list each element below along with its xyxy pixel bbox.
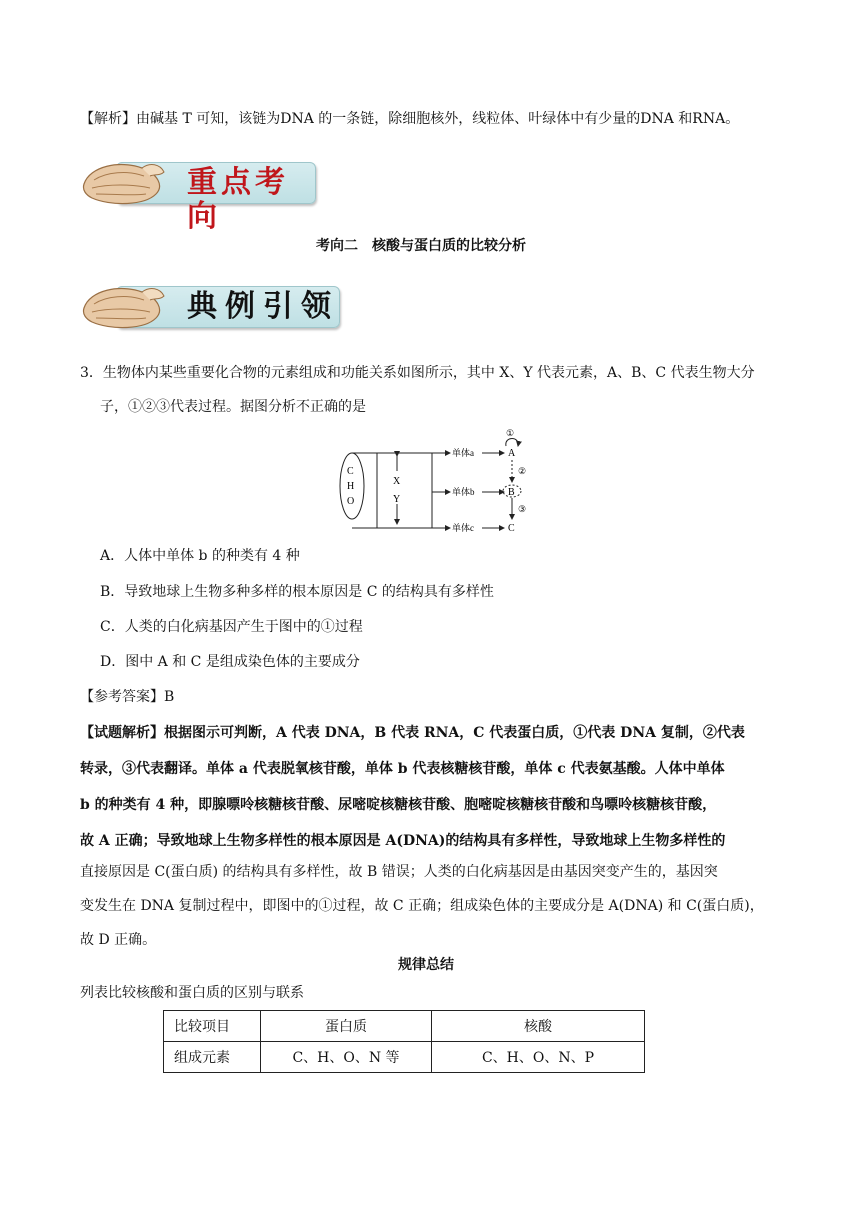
explanation-line-4: 故 A 正确；导致地球上生物多样性的根本原因是 A(DNA)的结构具有多样性，导致地球上生物多样性的 <box>80 833 726 849</box>
table-header: 蛋白质 <box>261 1011 432 1042</box>
conch-shell-icon <box>80 278 170 334</box>
table-cell: C、H、O、N 等 <box>261 1042 432 1073</box>
comparison-table <box>163 1010 645 1073</box>
summary-title: 规律总结 <box>398 957 454 973</box>
step-1: ① <box>506 428 515 438</box>
analysis-text: 【解析】由碱基 T 可知，该链为DNA 的一条链，除细胞核外，线粒体、叶绿体中有少量的DNA 和RNA。 <box>80 111 740 127</box>
explanation-line-2: 转录，③代表翻译。单体 a 代表脱氧核苷酸，单体 b 代表核糖核苷酸，单体 c 代表氨基酸。人体中单体 <box>80 761 725 777</box>
macro-b: B <box>508 487 515 498</box>
banner-title: 典例引领 <box>187 289 339 324</box>
monomer-a: 单体a <box>452 448 474 458</box>
table-cell: 组成元素 <box>164 1042 261 1073</box>
conch-shell-icon <box>80 154 170 210</box>
option-a: A．人体中单体 b 的种类有 4 种 <box>100 548 300 564</box>
question-line-1: 3．生物体内某些重要化合物的元素组成和功能关系如图所示，其中 X、Y 代表元素，A、B、C 代表生物大分 <box>80 365 755 381</box>
macro-c: C <box>508 523 515 534</box>
step-2: ② <box>518 466 527 476</box>
key-direction-banner <box>80 154 320 234</box>
section-title: 考向二 核酸与蛋白质的比较分析 <box>316 238 526 254</box>
summary-intro: 列表比较核酸和蛋白质的区别与联系 <box>80 985 304 1001</box>
macro-a: A <box>508 448 516 459</box>
compound-diagram <box>332 426 542 536</box>
explanation-line-5: 直接原因是 C(蛋白质) 的结构具有多样性，故 B 错误；人类的白化病基因是由基因突变产生的，基因突 <box>80 864 718 880</box>
explanation-line-1: 【试题解析】根据图示可判断，A 代表 DNA，B 代表 RNA，C 代表蛋白质，①代表 DNA 复制，②代表 <box>80 725 745 741</box>
element-c: C <box>347 466 354 477</box>
element-o: O <box>347 496 355 507</box>
x-label: X <box>393 476 401 487</box>
table-header: 比较项目 <box>164 1011 261 1042</box>
option-c: C．人类的白化病基因产生于图中的①过程 <box>100 619 363 635</box>
table-header: 核酸 <box>432 1011 645 1042</box>
monomer-c: 单体c <box>452 523 474 533</box>
example-banner <box>80 278 350 334</box>
explanation-line-3: b 的种类有 4 种，即腺嘌呤核糖核苷酸、尿嘧啶核糖核苷酸、胞嘧啶核糖核苷酸和鸟嘌呤核糖核苷酸， <box>80 797 717 813</box>
option-d: D．图中 A 和 C 是组成染色体的主要成分 <box>100 654 360 670</box>
y-label: Y <box>393 494 401 505</box>
question-line-2: 子，①②③代表过程。据图分析不正确的是 <box>100 399 366 415</box>
element-h: H <box>347 481 355 492</box>
explanation-line-7: 故 D 正确。 <box>80 932 157 948</box>
table-cell: C、H、O、N、P <box>432 1042 645 1073</box>
table-row <box>164 1042 645 1073</box>
monomer-b: 单体b <box>452 487 475 497</box>
banner-title: 重点考向 <box>187 165 289 234</box>
option-b: B．导致地球上生物多种多样的根本原因是 C 的结构具有多样性 <box>100 584 494 600</box>
explanation-line-6: 变发生在 DNA 复制过程中，即图中的①过程，故 C 正确；组成染色体的主要成分是 A(DNA) 和 C(蛋白质)， <box>80 898 764 914</box>
table-header-row <box>164 1011 645 1042</box>
reference-answer: 【参考答案】B <box>80 689 175 705</box>
step-3: ③ <box>518 504 527 514</box>
